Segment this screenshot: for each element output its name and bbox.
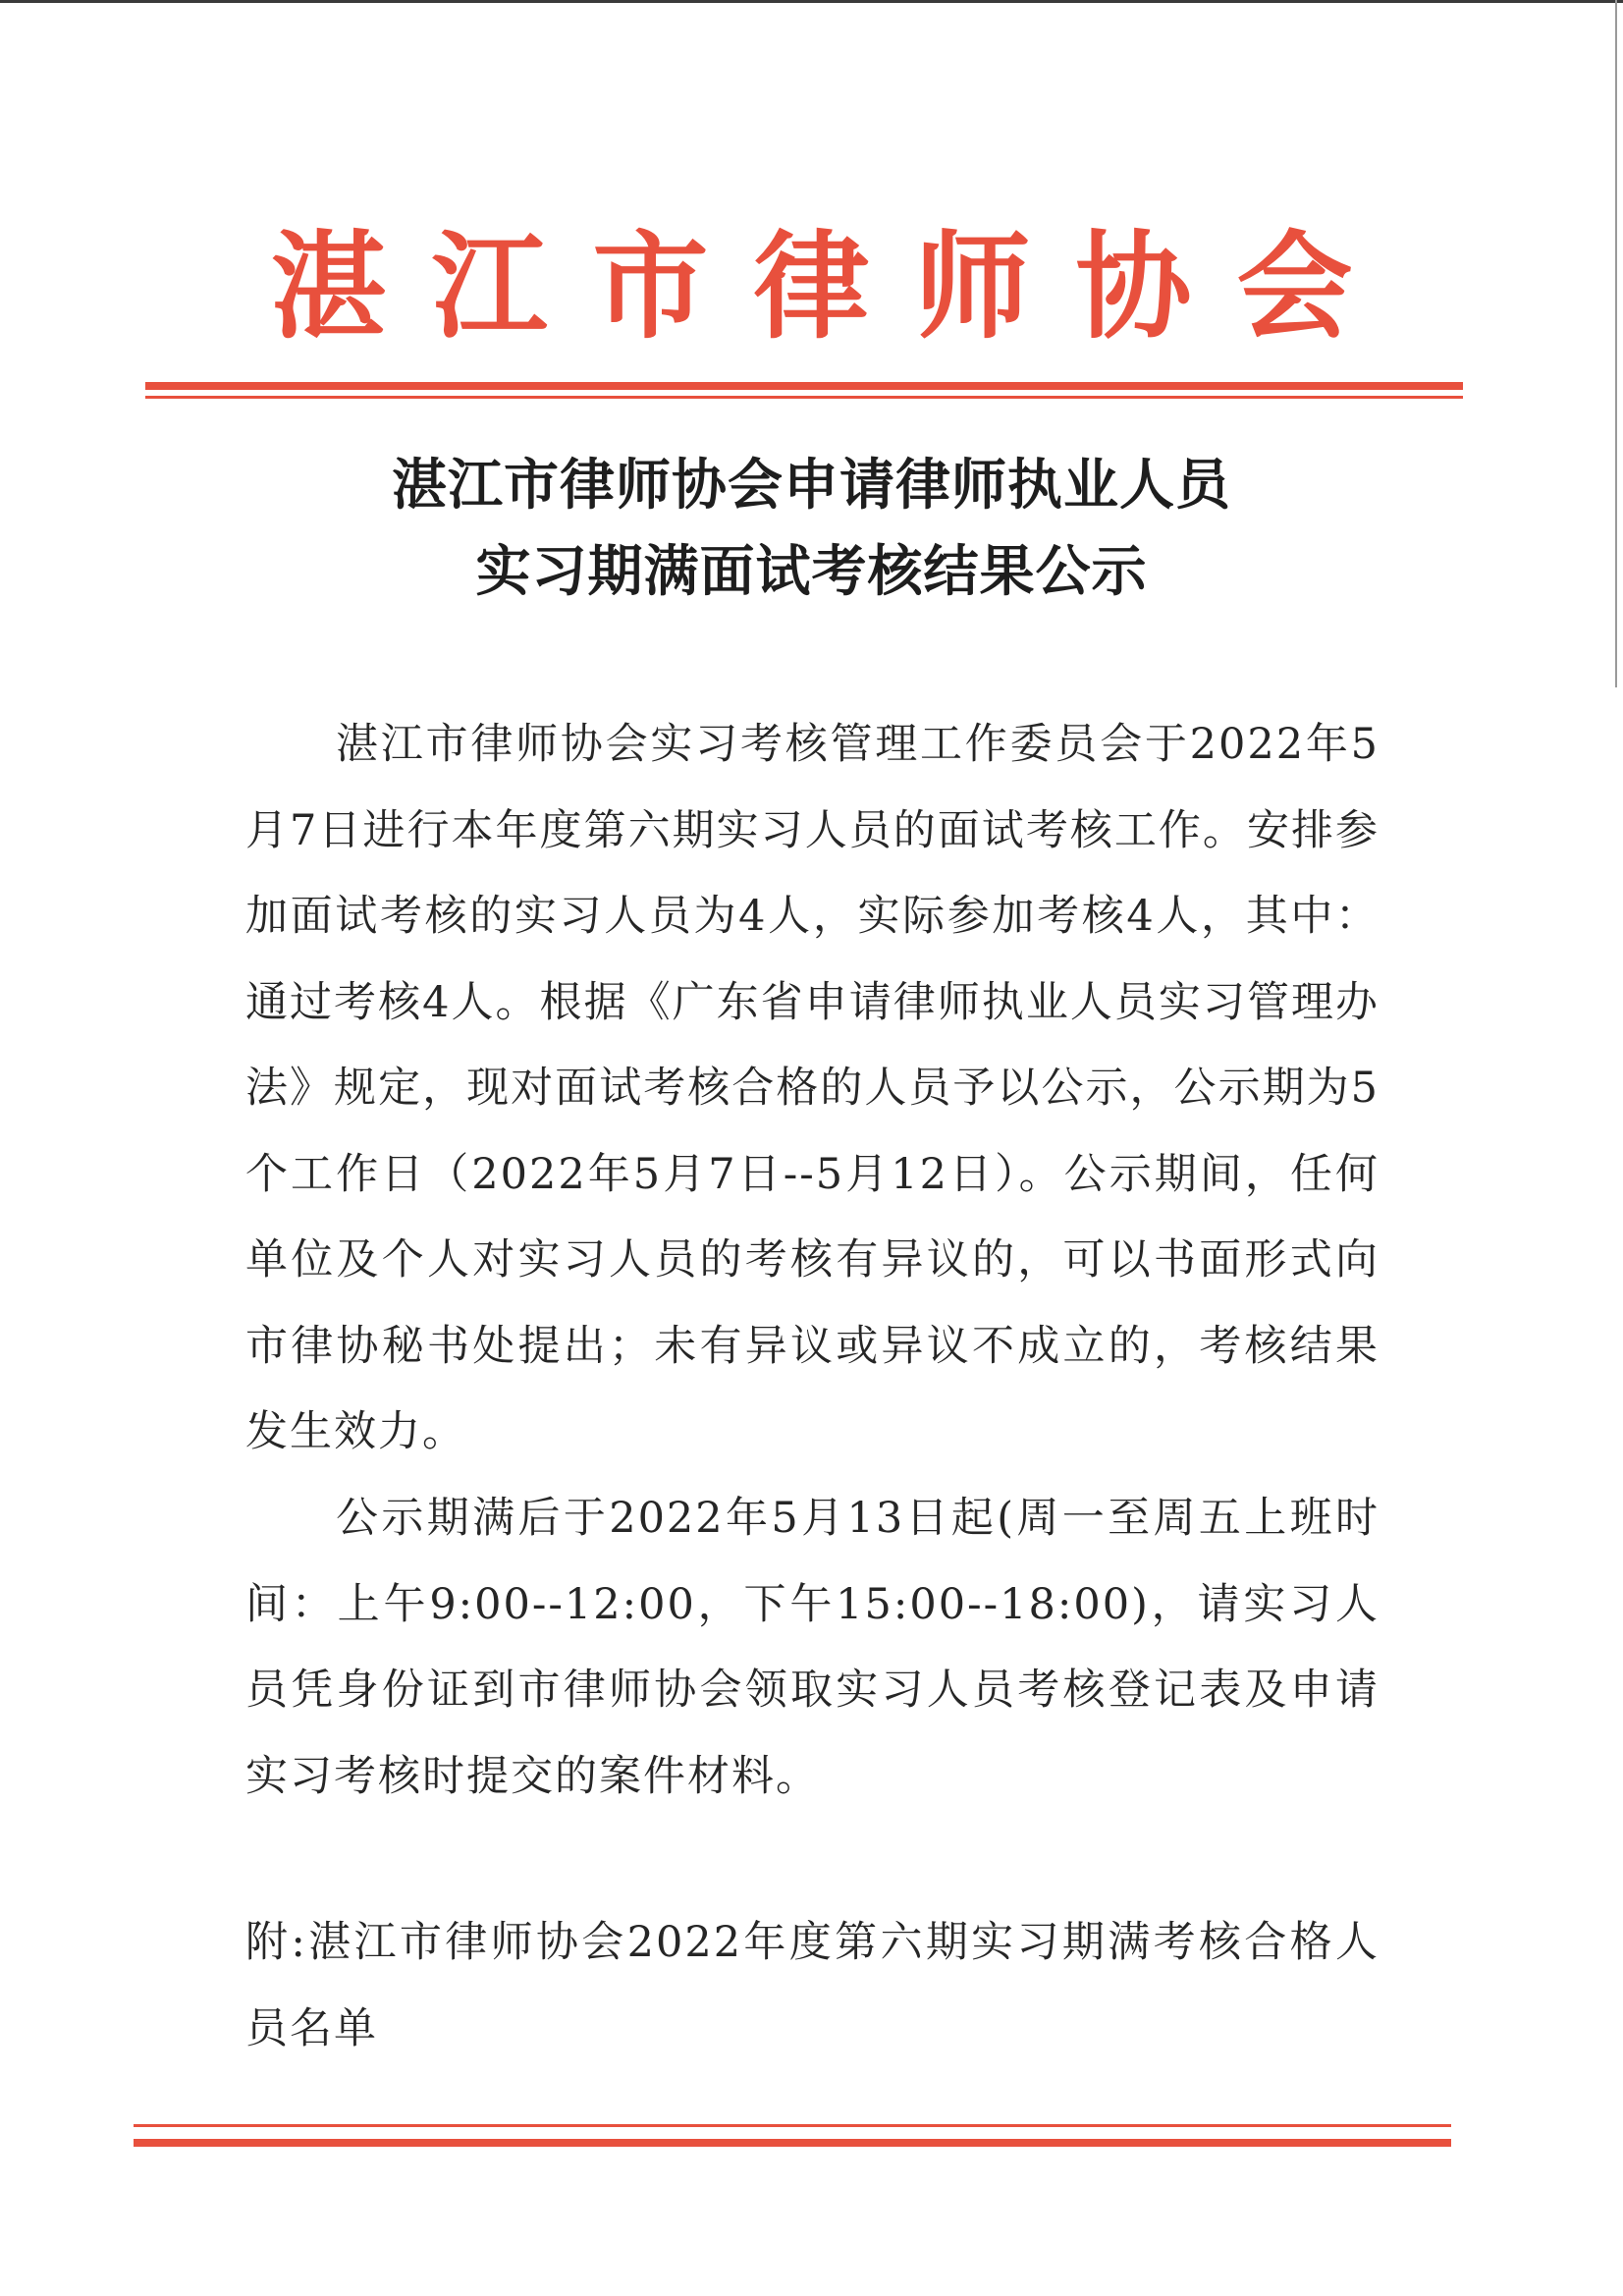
- notice-title-line-1: 湛江市律师协会申请律师执业人员: [392, 454, 1231, 518]
- body-paragraph-2: 公示期满后于2022年5月13日起(周一至周五上班时间：上午9:00--12:00，下午15:00--18:00)，请实习人员凭身份证到市律师协会领取实习人员考核登记表及申请实习考核时提交的案件材料。: [245, 1494, 1380, 1801]
- footer-rule-thick: [134, 2139, 1451, 2147]
- footer-rule-thin: [134, 2124, 1451, 2127]
- scan-top-edge: [0, 0, 1623, 3]
- attachment-note: 附:湛江市律师协会2022年度第六期实习期满考核合格人员名单: [245, 1918, 1380, 2053]
- notice-title-line-2: 实习期满面试考核结果公示: [475, 540, 1148, 604]
- letterhead-org-name: 湛江市律师协会: [270, 219, 1398, 355]
- letterhead-rule-thick: [145, 382, 1463, 390]
- body-paragraph-1: 湛江市律师协会实习考核管理工作委员会于2022年5月7日进行本年度第六期实习人员的面试考核工作。安排参加面试考核的实习人员为4人，实际参加考核4人，其中：通过考核4人。根据《广东省申请律师执业人员实习管理办法》规定，现对面试考核合格的人员予以公示，公示期为5个工作日（2022年5月7日--5月12日）。公示期间，任何单位及个人对实习人员的考核有异议的，可以书面形式向市律协秘书处提出；未有异议或异议不成立的，考核结果发生效力。: [245, 720, 1380, 1456]
- letterhead-rule-thin: [145, 396, 1463, 399]
